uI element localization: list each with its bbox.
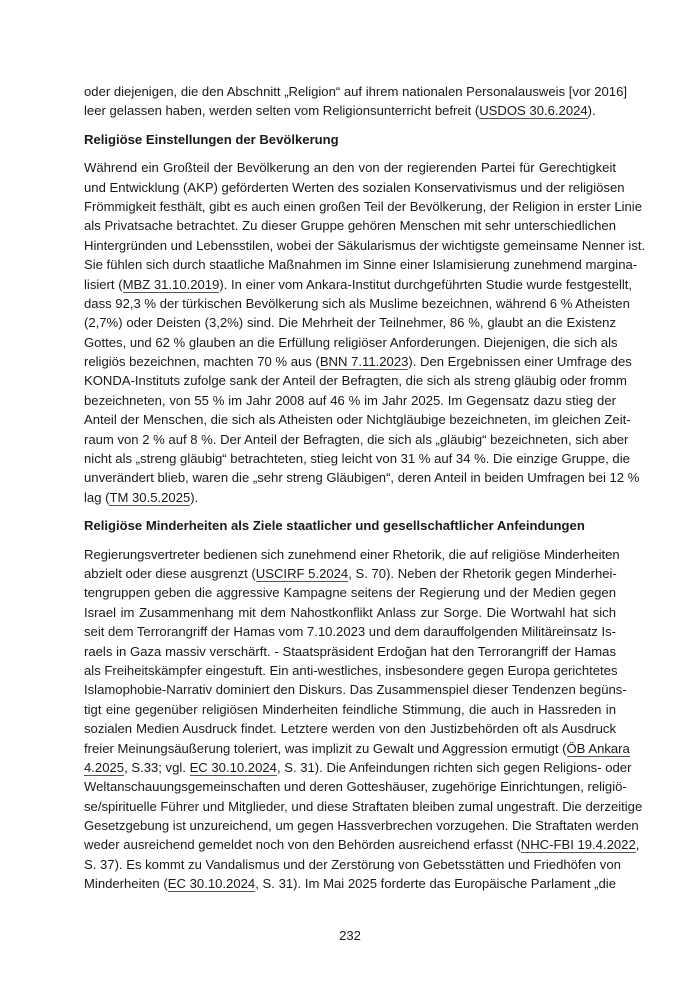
text-segment: lag ( bbox=[84, 489, 110, 505]
text-segment: sozialen Medien Ausdruck findet. Letztere werden von den Justizbehörden oft als Ausdruck bbox=[84, 721, 616, 737]
text-line bbox=[84, 313, 616, 332]
text-line bbox=[84, 835, 640, 854]
text-segment: weder ausreichend gemeldet noch von den Behörden ausreichend erfasst ( bbox=[84, 837, 521, 853]
text-line bbox=[84, 178, 625, 197]
text-line bbox=[84, 797, 643, 816]
text-line bbox=[84, 216, 616, 235]
text-segment: Israel im Zusammenhang mit dem Nahostkonflikt Anlass zur Sorge. Die Wortwahl hat sich bbox=[84, 604, 616, 620]
text-segment: dass 92,3 % der türkischen Bevölkerung sich als Muslime bezeichnen, während 6 % Atheisten bbox=[84, 295, 630, 311]
paragraph bbox=[84, 158, 646, 507]
text-segment: lisiert ( bbox=[84, 276, 123, 292]
section-heading: Religiöse Einstellungen der Bevölkerung bbox=[84, 131, 339, 147]
text-line bbox=[84, 488, 616, 507]
text-line bbox=[84, 700, 616, 719]
text-segment: Gesetzgebung ist unzureichend, um gegen Hassverbrechen vorzugehen. Die Straftaten werden bbox=[84, 818, 639, 834]
text-segment: raels in Gaza massiv verschärft. - Staatspräsident Erdoğan hat den Terrorangriff der Hamas bbox=[84, 643, 616, 659]
text-line bbox=[84, 158, 616, 177]
text-segment: ). Den Ergebnissen einer Umfrage des bbox=[408, 354, 632, 370]
text-segment: , S.33; vgl. bbox=[124, 759, 190, 775]
text-segment: Gottes, und 62 % glauben an die Erfüllung religiöser Anforderungen. Diejenigen, die sich als bbox=[84, 334, 618, 350]
text-segment: bezeichneten, von 55 % im Jahr 2008 auf 46 % im Jahr 2025. Im Gegensatz dazu stieg der bbox=[84, 392, 616, 408]
text-segment: Regierungsvertreter bedienen sich zunehmend einer Rhetorik, die auf religiöse Minderheiten bbox=[84, 546, 620, 562]
source-citation-link[interactable]: BNN 7.11.2023 bbox=[319, 354, 409, 370]
text-segment: se/spirituelle Führer und Mitglieder, und diese Straftaten bleiben zumal ungestraft. Die derzeitige bbox=[84, 798, 643, 814]
text-segment: ). bbox=[190, 489, 199, 505]
text-line bbox=[84, 719, 616, 738]
text-segment: S. 37). Es kommt zu Vandalismus und der Zerstörung von Gebetsstätten und Friedhöfen von bbox=[84, 856, 621, 872]
source-citation-link[interactable]: ÖB Ankara bbox=[566, 740, 630, 756]
text-segment: oder diejenigen, die den Abschnitt „Religion“ auf ihrem nationalen Personalausweis [vor 2016] bbox=[84, 84, 628, 99]
text-segment: ). bbox=[587, 103, 596, 119]
document-body bbox=[84, 82, 646, 894]
text-line bbox=[84, 371, 627, 390]
text-segment: , bbox=[635, 837, 640, 853]
text-segment: tigt eine gegenüber religiösen Minderheiten feindliche Stimmung, die auch in Hassreden in bbox=[84, 701, 616, 717]
source-citation-link[interactable]: USCIRF 5.2024 bbox=[255, 566, 349, 582]
text-line bbox=[84, 622, 616, 641]
paragraph bbox=[84, 545, 643, 894]
text-segment: , S. 31). Die Anfeindungen richten sich gegen Religions- oder bbox=[276, 759, 632, 775]
text-segment: Frömmigkeit festhält, gibt es auch einen großen Teil der Bevölkerung, der Religion in erster Linie bbox=[84, 198, 642, 214]
text-segment: Hintergründen und Lebensstilen, wobei der Säkularismus der wichtigste gemeinsame Nenner ist. bbox=[84, 237, 646, 253]
text-segment: Während ein Großteil der Bevölkerung an den von der regierenden Partei für Gerechtigkeit bbox=[84, 160, 616, 176]
text-line bbox=[84, 255, 638, 274]
source-citation-link[interactable]: EC 30.10.2024 bbox=[167, 876, 256, 892]
text-line bbox=[84, 275, 633, 294]
text-line bbox=[84, 197, 642, 216]
section-heading: Religiöse Minderheiten als Ziele staatlicher und gesellschaftlicher Anfeindungen bbox=[84, 518, 585, 534]
text-segment: ). In einer vom Ankara-Institut durchgeführten Studie wurde festgestellt, bbox=[219, 276, 633, 292]
source-citation-link[interactable]: TM 30.5.2025 bbox=[109, 489, 191, 505]
text-segment: nicht als „streng gläubig“ betrachteten, stieg leicht von 31 % auf 34 %. Die einzige Gruppe, die bbox=[84, 451, 630, 467]
text-line bbox=[84, 82, 628, 101]
text-segment: als Privatsache betrachtet. Zu dieser Gruppe gehören Menschen mit sehr unterschiedlichen bbox=[84, 218, 616, 234]
text-segment: als Freiheitskämpfer eingestuft. Ein anti-westliches, insbesondere gegen Europa gerichtetes bbox=[84, 662, 618, 678]
text-segment: Anteil der Menschen, die sich als Atheisten oder Nichtgläubige bezeichneten, im gleichen Zeit- bbox=[84, 412, 631, 428]
text-segment: tengruppen geben die aggressive Kampagne seitens der Regierung und der Medien gegen bbox=[84, 585, 616, 601]
text-segment: und Entwicklung (AKP) geförderten Werten des sozialen Konservativismus und der religiösen bbox=[84, 179, 625, 195]
text-line bbox=[84, 816, 639, 835]
text-line bbox=[84, 101, 616, 120]
text-line bbox=[84, 352, 632, 371]
source-citation-link[interactable]: NHC-FBI 19.4.2022 bbox=[520, 837, 636, 853]
text-line bbox=[84, 236, 646, 255]
text-line bbox=[84, 758, 632, 777]
text-line bbox=[84, 642, 616, 661]
text-line bbox=[84, 333, 616, 352]
text-line bbox=[84, 564, 616, 583]
text-line bbox=[84, 661, 616, 680]
paragraph bbox=[84, 82, 628, 121]
text-line bbox=[84, 468, 640, 487]
text-line bbox=[84, 680, 627, 699]
text-line bbox=[84, 410, 631, 429]
source-citation-link[interactable]: EC 30.10.2024 bbox=[189, 759, 277, 775]
text-segment: Weltanschauungsgemeinschaften und deren Gotteshäuser, zugehörige Einrichtungen, religiö- bbox=[84, 779, 627, 795]
text-line bbox=[84, 739, 630, 758]
text-line bbox=[84, 603, 616, 622]
text-segment: raum von 2 % auf 8 %. Der Anteil der Befragten, die sich als „gläubig“ bezeichneten, sich aber bbox=[84, 431, 629, 447]
text-segment: , S. 70). Neben der Rhetorik gegen Minderhei- bbox=[348, 566, 617, 582]
text-line bbox=[84, 294, 630, 313]
text-line bbox=[84, 777, 627, 796]
text-segment: seit dem Terrorangriff der Hamas vom 7.10.2023 und dem darauffolgenden Militäreinsatz Is- bbox=[84, 624, 617, 640]
text-segment: (2,7%) oder Deisten (3,2%) sind. Die Mehrheit der Teilnehmer, 86 %, glaubt an die Existenz bbox=[84, 315, 616, 331]
text-line bbox=[84, 545, 620, 564]
text-line bbox=[84, 391, 616, 410]
text-line bbox=[84, 874, 616, 893]
source-citation-link[interactable]: MBZ 31.10.2019 bbox=[122, 276, 220, 292]
text-segment: Minderheiten ( bbox=[84, 876, 168, 892]
text-segment: leer gelassen haben, werden selten vom Religionsunterricht befreit ( bbox=[84, 103, 480, 119]
text-segment: religiös bezeichnen, machten 70 % aus ( bbox=[84, 354, 320, 370]
text-segment: KONDA-Instituts zufolge sank der Anteil der Befragten, die sich als streng gläubig oder fromm bbox=[84, 373, 627, 389]
text-segment: Sie fühlen sich durch staatliche Maßnahmen im Sinne einer Islamisierung zunehmend margina- bbox=[84, 257, 638, 273]
text-segment: freier Meinungsäußerung toleriert, was implizit zu Gewalt und Aggression ermutigt ( bbox=[84, 740, 567, 756]
text-segment: Islamophobie-Narrativ dominiert den Diskurs. Das Zusammenspiel dieser Tendenzen begüns- bbox=[84, 682, 627, 698]
source-citation-link[interactable]: 4.2025 bbox=[84, 759, 125, 775]
page-number: 232 bbox=[339, 928, 361, 943]
source-citation-link[interactable]: USDOS 30.6.2024 bbox=[479, 103, 588, 119]
text-line bbox=[84, 449, 630, 468]
text-segment: unverändert blieb, waren die „sehr streng Gläubigen“, deren Anteil in beiden Umfragen bei 12 % bbox=[84, 470, 640, 486]
text-segment: , S. 31). Im Mai 2025 forderte das Europäische Parlament „die bbox=[255, 876, 616, 892]
text-line bbox=[84, 430, 629, 449]
text-line bbox=[84, 583, 616, 602]
text-line bbox=[84, 855, 621, 874]
text-segment: abzielt oder diese ausgrenzt ( bbox=[84, 566, 256, 582]
